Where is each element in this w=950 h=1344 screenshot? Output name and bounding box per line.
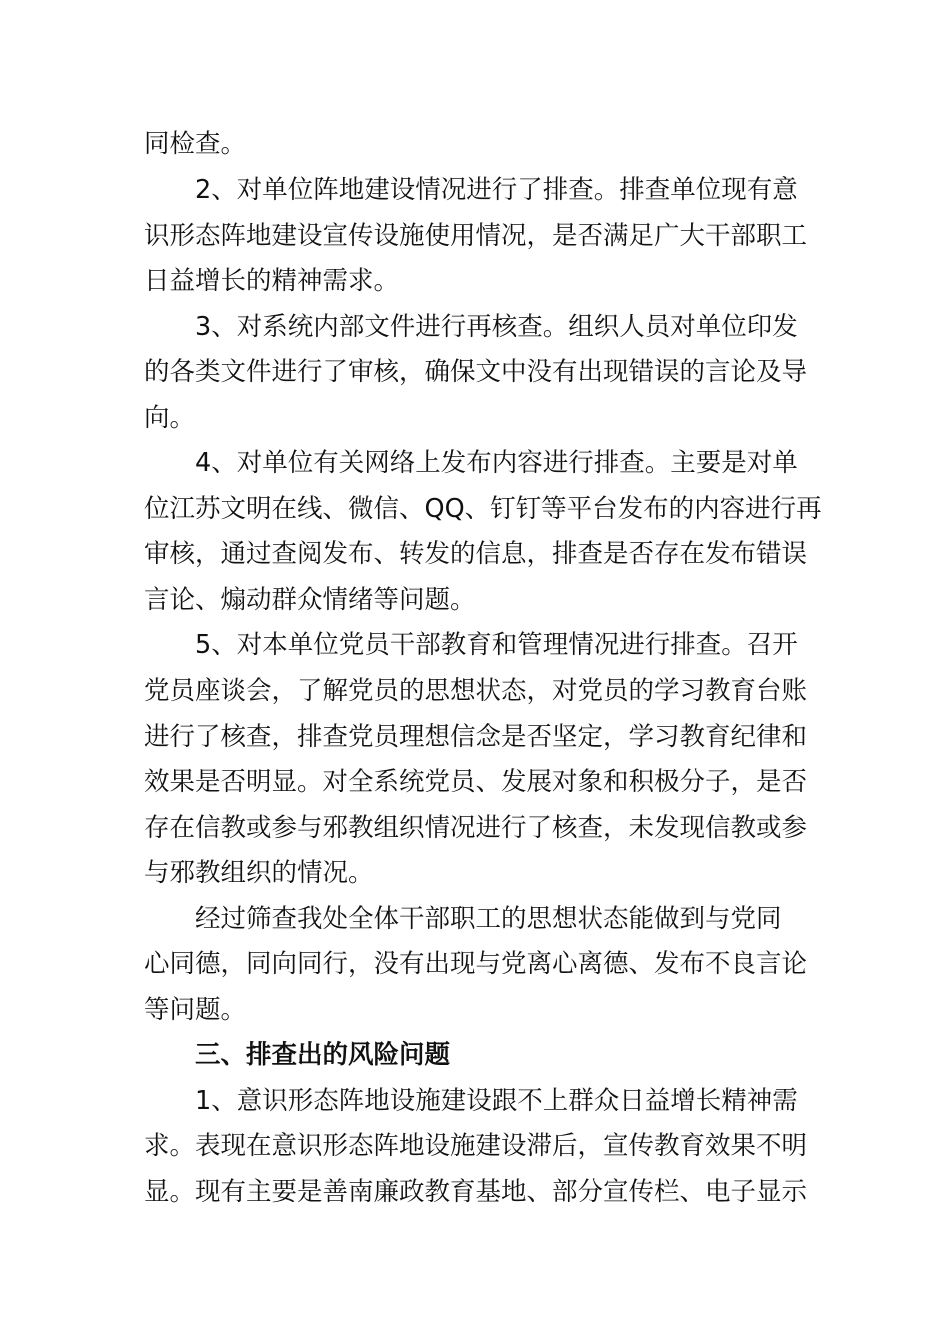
text-line: 心同德，同向同行，没有出现与党离心离德、发布不良言论 bbox=[144, 949, 808, 979]
text-line: 位江苏文明在线、微信、QQ、钉钉等平台发布的内容进行再 bbox=[144, 494, 822, 524]
text-line: 1、意识形态阵地设施建设跟不上群众日益增长精神需 bbox=[195, 1086, 798, 1116]
text-line: 党员座谈会，了解党员的思想状态，对党员的学习教育台账 bbox=[144, 676, 808, 706]
section-heading: 三、排查出的风险问题 bbox=[195, 1040, 451, 1070]
text-line: 5、对本单位党员干部教育和管理情况进行排查。召开 bbox=[195, 630, 798, 660]
text-line: 4、对单位有关网络上发布内容进行排查。主要是对单 bbox=[195, 448, 798, 478]
text-line: 审核，通过查阅发布、转发的信息，排查是否存在发布错误 bbox=[144, 539, 808, 569]
text-line: 经过筛查我处全体干部职工的思想状态能做到与党同 bbox=[195, 904, 782, 934]
text-line: 同检查。 bbox=[144, 129, 247, 159]
text-line: 显。现有主要是善南廉政教育基地、部分宣传栏、电子显示 bbox=[144, 1177, 808, 1207]
text-line: 存在信教或参与邪教组织情况进行了核查，未发现信教或参 bbox=[144, 813, 808, 843]
text-line: 效果是否明显。对全系统党员、发展对象和积极分子，是否 bbox=[144, 767, 808, 797]
text-line: 的各类文件进行了审核，确保文中没有出现错误的言论及导 bbox=[144, 357, 808, 387]
text-line: 进行了核查，排查党员理想信念是否坚定，学习教育纪律和 bbox=[144, 722, 808, 752]
text-line: 言论、煽动群众情绪等问题。 bbox=[144, 585, 476, 615]
text-line: 3、对系统内部文件进行再核查。组织人员对单位印发 bbox=[195, 312, 798, 342]
text-line: 等问题。 bbox=[144, 995, 247, 1025]
text-line: 与邪教组织的情况。 bbox=[144, 858, 374, 888]
text-line: 日益增长的精神需求。 bbox=[144, 266, 400, 296]
text-line: 向。 bbox=[144, 403, 196, 433]
text-line: 2、对单位阵地建设情况进行了排查。排查单位现有意 bbox=[195, 175, 798, 205]
text-line: 求。表现在意识形态阵地设施建设滞后，宣传教育效果不明 bbox=[144, 1131, 808, 1161]
text-line: 识形态阵地建设宣传设施使用情况，是否满足广大干部职工 bbox=[144, 221, 808, 251]
